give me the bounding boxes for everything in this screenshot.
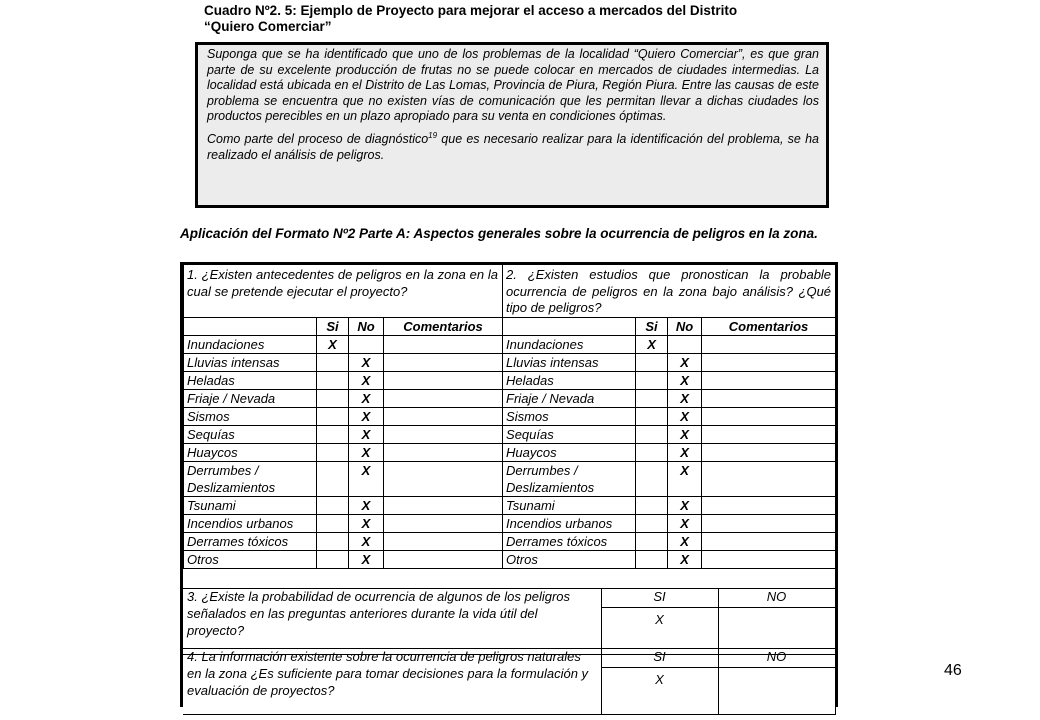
hazard-name-1: Heladas (184, 372, 317, 390)
no-mark-2: X (668, 372, 702, 390)
no-mark-2: X (668, 426, 702, 444)
hazard-table (183, 264, 836, 569)
title-line-2: “Quiero Comerciar” (204, 19, 332, 34)
si-mark-2 (636, 390, 668, 408)
q3-si-answer: X (601, 608, 718, 655)
no-mark-1: X (349, 426, 384, 444)
comment-1 (384, 408, 503, 426)
q4-si-label: SI (601, 649, 718, 668)
comment-1 (384, 390, 503, 408)
hazard-name-2: Huaycos (503, 444, 636, 462)
no-mark-2: X (668, 354, 702, 372)
hazard-name-1: Tsunami (184, 497, 317, 515)
section-title: Aplicación del Formato Nº2 Parte A: Aspectos generales sobre la ocurrencia de peligros en la zona. (180, 226, 818, 241)
comment-2 (702, 372, 836, 390)
no-mark-1: X (349, 390, 384, 408)
comentarios-header-1: Comentarios (384, 318, 503, 336)
no-mark-2: X (668, 390, 702, 408)
hazard-row-heladas (184, 372, 836, 390)
no-mark-2: X (668, 444, 702, 462)
hazard-name-1: Friaje / Nevada (184, 390, 317, 408)
comment-1 (384, 551, 503, 569)
hazard-row-derrumbes-deslizamientos (184, 462, 836, 497)
hazard-row-inundaciones (184, 336, 836, 354)
no-mark-2: X (668, 515, 702, 533)
comment-2 (702, 444, 836, 462)
comment-2 (702, 533, 836, 551)
si-mark-1 (317, 551, 349, 569)
hazard-name-2: Sequías (503, 426, 636, 444)
comment-2 (702, 551, 836, 569)
no-mark-1: X (349, 408, 384, 426)
comment-1 (384, 533, 503, 551)
question-3-text: 3. ¿Existe la probabilidad de ocurrencia de algunos de los peligros señalados en las preguntas anteriores durante la vida útil del proyecto? (183, 589, 601, 655)
comment-1 (384, 497, 503, 515)
hazard-name-1: Derrames tóxicos (184, 533, 317, 551)
si-mark-2 (636, 533, 668, 551)
comment-1 (384, 372, 503, 390)
comment-1 (384, 515, 503, 533)
comment-1 (384, 444, 503, 462)
si-mark-2 (636, 444, 668, 462)
si-mark-1 (317, 444, 349, 462)
si-mark-1 (317, 354, 349, 372)
comment-2 (702, 426, 836, 444)
hazard-name-1: Incendios urbanos (184, 515, 317, 533)
hazard-row-derrames-toxicos (184, 533, 836, 551)
no-header-2: No (668, 318, 702, 336)
hazard-name-1: Otros (184, 551, 317, 569)
hazard-name-2: Lluvias intensas (503, 354, 636, 372)
si-mark-1 (317, 408, 349, 426)
question-1: 1. ¿Existen antecedentes de peligros en la zona en la cual se pretende ejecutar el proyecto? (184, 265, 503, 318)
q3-no-label: NO (718, 589, 835, 608)
no-mark-1: X (349, 354, 384, 372)
q4-no-label: NO (718, 649, 835, 668)
no-mark-1: X (349, 444, 384, 462)
comment-1 (384, 354, 503, 372)
no-mark-2 (668, 336, 702, 354)
hazard-row-otros (184, 551, 836, 569)
question-3-table (183, 588, 836, 655)
case-paragraph-1: Suponga que se ha identificado que uno de los problemas de la localidad “Quiero Comerciar”, es que gran parte de su excelente producción de frutas no se puede colocar en mercados de ciudades intermedias. La localidad está ubicada en el Distrito de Las Lomas, Provincia de Piura, Región Piura. Entre las causas de este problema se encuentra que no existen vías de comunicación que les permitan llevar a dichas ciudades los productos perecibles en un plazo apropiado para su venta en condiciones óptimas. (207, 47, 819, 124)
case-paragraph-2-start: Como parte del proceso de diagnóstico (207, 131, 429, 146)
q3-si-label: SI (601, 589, 718, 608)
case-description-box (195, 42, 829, 208)
no-mark-2: X (668, 408, 702, 426)
q4-si-answer: X (601, 668, 718, 715)
comentarios-header-2: Comentarios (702, 318, 836, 336)
question-2: 2. ¿Existen estudios que pronostican la probable ocurrencia de peligros en la zona bajo análisis? ¿Qué tipo de peligros? (503, 265, 836, 318)
si-header-1: Si (317, 318, 349, 336)
si-mark-1 (317, 462, 349, 497)
no-mark-1 (349, 336, 384, 354)
no-mark-1: X (349, 533, 384, 551)
comment-2 (702, 408, 836, 426)
si-mark-2 (636, 354, 668, 372)
hazard-row-huaycos (184, 444, 836, 462)
header-row (184, 318, 836, 336)
no-mark-1: X (349, 551, 384, 569)
hazard-name-2: Heladas (503, 372, 636, 390)
si-mark-1 (317, 533, 349, 551)
case-paragraph-2-end: que es necesario realizar para la identificación del problema, se ha realizado el análisis de peligros. (207, 131, 819, 162)
comment-2 (702, 515, 836, 533)
si-mark-2 (636, 426, 668, 444)
hazard-col-header-1 (184, 318, 317, 336)
si-mark-2 (636, 372, 668, 390)
question-4-text: 4. La información existente sobre la ocurrencia de peligros naturales en la zona ¿Es suficiente para tomar decisiones para la formulación y evaluación de proyectos? (183, 649, 601, 715)
si-mark-1 (317, 515, 349, 533)
hazard-name-2: Sismos (503, 408, 636, 426)
hazard-name-2: Incendios urbanos (503, 515, 636, 533)
no-mark-2: X (668, 533, 702, 551)
page-number: 46 (944, 662, 962, 679)
hazard-row-sequias (184, 426, 836, 444)
no-mark-2: X (668, 497, 702, 515)
comment-1 (384, 426, 503, 444)
no-mark-2: X (668, 551, 702, 569)
si-mark-2: X (636, 336, 668, 354)
hazard-name-1: Sismos (184, 408, 317, 426)
comment-1 (384, 336, 503, 354)
si-mark-2 (636, 497, 668, 515)
comment-2 (702, 390, 836, 408)
hazard-row-friaje-nevada (184, 390, 836, 408)
hazard-name-2: Derrames tóxicos (503, 533, 636, 551)
question-4-table (183, 648, 836, 715)
comment-2 (702, 336, 836, 354)
si-mark-1 (317, 390, 349, 408)
comment-2 (702, 497, 836, 515)
si-mark-2 (636, 462, 668, 497)
si-header-2: Si (636, 318, 668, 336)
no-mark-1: X (349, 497, 384, 515)
no-mark-2: X (668, 462, 702, 497)
hazard-name-1: Lluvias intensas (184, 354, 317, 372)
title-line-1: Cuadro Nº2. 5: Ejemplo de Proyecto para mejorar el acceso a mercados del Distrito (204, 3, 738, 18)
footnote-ref: 19 (428, 130, 438, 140)
comment-1 (384, 462, 503, 497)
hazard-name-2: Friaje / Nevada (503, 390, 636, 408)
si-mark-1 (317, 372, 349, 390)
comment-2 (702, 354, 836, 372)
no-mark-1: X (349, 515, 384, 533)
hazard-row-incendios-urbanos (184, 515, 836, 533)
hazard-name-1: Inundaciones (184, 336, 317, 354)
no-mark-1: X (349, 372, 384, 390)
table-title (204, 3, 826, 35)
si-mark-1: X (317, 336, 349, 354)
hazard-name-1: Derrumbes / Deslizamientos (184, 462, 317, 497)
no-header-1: No (349, 318, 384, 336)
si-mark-1 (317, 497, 349, 515)
hazard-name-2: Otros (503, 551, 636, 569)
hazard-row-lluvias-intensas (184, 354, 836, 372)
case-paragraph-2 (207, 132, 819, 163)
hazard-name-1: Sequías (184, 426, 317, 444)
questions-row (184, 265, 836, 318)
si-mark-1 (317, 426, 349, 444)
si-mark-2 (636, 515, 668, 533)
no-mark-1: X (349, 462, 384, 497)
si-mark-2 (636, 408, 668, 426)
hazard-col-header-2 (503, 318, 636, 336)
hazard-name-2: Derrumbes / Deslizamientos (503, 462, 636, 497)
hazard-name-2: Tsunami (503, 497, 636, 515)
si-mark-2 (636, 551, 668, 569)
hazard-row-sismos (184, 408, 836, 426)
hazard-name-1: Huaycos (184, 444, 317, 462)
hazard-row-tsunami (184, 497, 836, 515)
comment-2 (702, 462, 836, 497)
hazard-name-2: Inundaciones (503, 336, 636, 354)
q4-no-answer (718, 668, 835, 715)
